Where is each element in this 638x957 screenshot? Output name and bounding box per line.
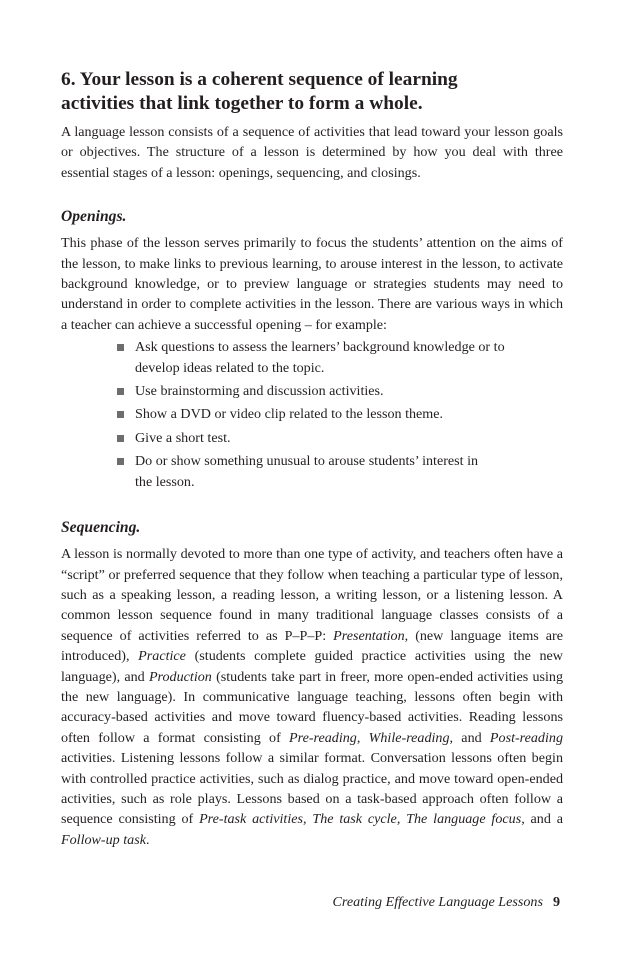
section-heading — [61, 68, 563, 116]
text-run: , — [356, 729, 369, 746]
running-title: Creating Effective Language Lessons — [332, 894, 543, 910]
page-content — [61, 68, 563, 850]
intro-paragraph: A language lesson consists of a sequence of activities that lead toward your lesson goals or objectives. The structure of a lesson is determined by how you deal with three essential stages of a lesson: openings, sequencing, and closings. — [61, 124, 563, 181]
bullet-line: Ask questions to assess the learners’ background knowledge or to — [135, 339, 505, 356]
bullet-line: Give a short test. — [135, 429, 231, 446]
heading-line-1: 6. Your lesson is a coherent sequence of learning — [61, 69, 458, 90]
sequencing-paragraph — [61, 544, 563, 850]
bullet-line: the lesson. — [135, 473, 195, 490]
term-post-reading: Post-reading — [489, 729, 563, 746]
text-run: , — [396, 811, 407, 828]
openings-bullet-list — [61, 337, 563, 492]
text-run: (students take part in freer, more open-ended activities using the new language). In communicative language teaching, lessons often begin with accuracy-based activities and move toward fluency-based activities. Reading lessons often follow a format consisting of — [61, 668, 563, 746]
term-production: Production — [148, 668, 212, 685]
term-pre-reading: Pre-reading — [289, 729, 357, 746]
term-while-reading: While-reading — [368, 729, 450, 746]
page-number: 9 — [552, 894, 560, 910]
term-presentation: Presentation — [333, 627, 405, 644]
bullet-line: Use brainstorming and discussion activities. — [135, 383, 384, 400]
term-task-cycle: The task cycle — [312, 811, 397, 828]
text-run: , and — [449, 729, 490, 746]
term-follow-up: Follow-up task — [61, 831, 146, 848]
term-pre-task: Pre-task activities — [199, 811, 303, 828]
text-run: A lesson is normally devoted to more than one type of activity, and teachers often have a “script” or preferred sequence that they follow when teaching a particular type of lesson, such as a speaking lesson, a reading lesson, a writing lesson, or a listening lesson. A common lesson sequence found in many traditional language classes consists of a sequence of activities referred to as P–P–P: — [61, 546, 563, 644]
sequencing-title: Sequencing. — [61, 519, 141, 537]
openings-title: Openings. — [61, 208, 127, 226]
page-footer — [332, 894, 560, 911]
text-run: , (new language items are introduced), — [61, 627, 563, 665]
term-language-focus: The language focus — [406, 811, 522, 828]
bullet-line: develop ideas related to the topic. — [135, 359, 325, 376]
list-item — [113, 404, 563, 424]
list-item — [113, 451, 563, 492]
bullet-line: Do or show something unusual to arouse students’ interest in — [135, 453, 479, 470]
heading-line-2: activities that link together to form a whole. — [61, 93, 423, 114]
list-item — [113, 381, 563, 401]
text-run: , and a — [521, 811, 563, 828]
bullet-line: Show a DVD or video clip related to the lesson theme. — [135, 406, 444, 423]
text-run: (students complete guided practice activities using the new language), and — [61, 648, 563, 685]
text-run: . — [145, 831, 150, 848]
text-run: , — [303, 811, 313, 828]
list-item — [113, 337, 563, 378]
term-practice: Practice — [138, 648, 186, 665]
text-run: activities. Listening lessons follow a similar format. Conversation lessons often begin with controlled practice activities, such as dialog practice, and move toward open-ended activities, such as role plays. Lessons based on a task-based approach often follow a sequence consisting of — [61, 750, 563, 828]
openings-paragraph: This phase of the lesson serves primarily to focus the students’ attention on the aims of the lesson, to make links to previous learning, to arouse interest in the lesson, to activate background knowledge, or to preview language or strategies students may need to understand in order to complete activities in the lesson. There are various ways in which a teacher can achieve a successful opening – for example: — [61, 235, 563, 333]
list-item — [113, 428, 563, 448]
